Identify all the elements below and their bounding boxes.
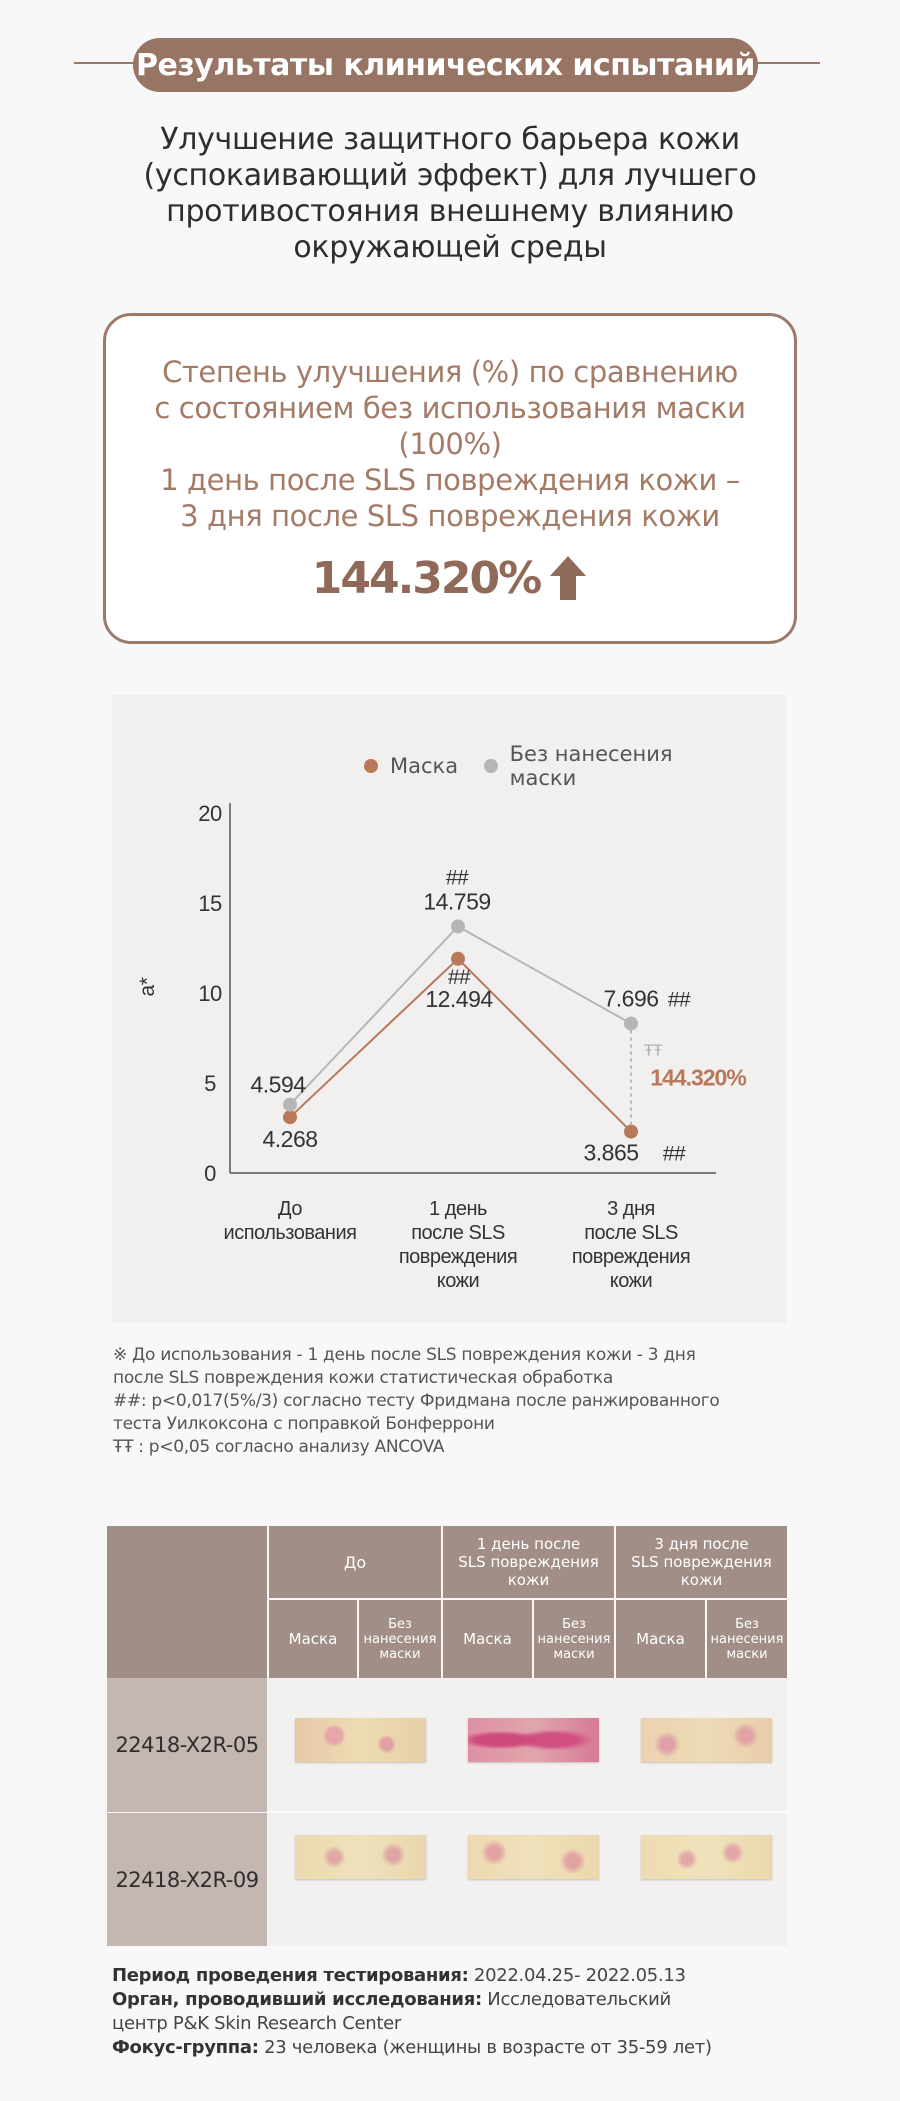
group-header-day3-line3: кожи (680, 1571, 723, 1589)
x-tick-label: использования (223, 1222, 357, 1244)
skin-patch-image (295, 1835, 426, 1879)
header-line-right (748, 62, 820, 64)
table-row-2-images (267, 1813, 787, 1946)
subheader-mask-1-label: Маска (288, 1630, 338, 1648)
x-tick-label: кожи (436, 1270, 480, 1292)
subheader-nomask-3-l1: Без (735, 1616, 759, 1632)
subheader-nomask-1-l2: нанесения (363, 1631, 437, 1647)
study-focus-group (112, 2036, 812, 2060)
x-tick-label: 3 дня (607, 1198, 655, 1220)
skin-patch-image (641, 1835, 772, 1879)
x-tick-label: 1 день (429, 1198, 487, 1220)
section-title: Результаты клинических испытаний (133, 38, 758, 92)
group-header-day3 (616, 1526, 787, 1598)
data-label: 3.865 (583, 1139, 639, 1166)
skin-patch-image (468, 1718, 599, 1762)
arrow-up-icon (548, 554, 588, 602)
data-point (624, 1017, 638, 1031)
group-header-day1-line3: кожи (507, 1571, 550, 1589)
table-corner (107, 1526, 267, 1678)
subheader-mask-3 (616, 1600, 705, 1678)
y-axis-label: a* (136, 977, 159, 997)
data-label: 7.696 (603, 985, 659, 1012)
y-tick-label: 15 (198, 891, 222, 916)
statistical-notes (113, 1344, 733, 1459)
significance-label: ## (445, 866, 469, 890)
subheader-mask-3-label: Маска (636, 1630, 685, 1648)
y-tick-label: 5 (204, 1071, 216, 1096)
subheader-nomask-1-l1: Без (388, 1616, 412, 1632)
x-tick-label: повреждения (571, 1246, 691, 1268)
legend-label-mask: Маска (390, 754, 459, 778)
y-tick-label: 20 (198, 801, 222, 826)
table-row-1-images (267, 1678, 787, 1812)
data-label: 4.268 (262, 1126, 318, 1153)
row-id-1: 22418-X2R-05 (115, 1733, 259, 1757)
y-tick-label: 10 (198, 981, 222, 1006)
chart-panel (112, 695, 786, 1323)
study-organization-value-1: Исследовательский (487, 1989, 671, 2010)
data-point (283, 1098, 297, 1112)
result-line-1: Степень улучшения (%) по сравнению (162, 355, 738, 389)
x-tick-label: после SLS (584, 1222, 678, 1244)
data-label: 12.494 (425, 985, 493, 1012)
result-line-2: с состоянием без использования маски (154, 391, 746, 425)
note-line-1: ※ До использования - 1 день после SLS повреждения кожи - 3 дня (113, 1345, 696, 1365)
significance-label: ## (662, 1142, 686, 1166)
subheader-nomask-2-l2: нанесения (537, 1631, 611, 1647)
study-organization-value-2: центр P&K Skin Research Center (112, 2013, 401, 2034)
subheader-mask-2 (443, 1600, 532, 1678)
subheader-mask-2-label: Маска (463, 1630, 512, 1648)
data-point (624, 1125, 638, 1139)
note-line-4: теста Уилкоксона с поправкой Бонферрони (113, 1414, 495, 1434)
result-value-row (106, 548, 794, 608)
legend-label-no-mask: Без нанесения маски (509, 742, 673, 790)
result-line-3: (100%) (398, 427, 502, 461)
study-focus-value: 23 человека (женщины в возрасте от 35-59 лет) (264, 2037, 712, 2058)
data-label: 14.759 (423, 888, 491, 915)
study-focus-label: Фокус-группа: (112, 2037, 259, 2058)
skin-patch-image (641, 1718, 772, 1762)
study-period (112, 1964, 812, 1988)
significance-label: ## (667, 988, 691, 1012)
line-chart (112, 695, 786, 1323)
study-period-value: 2022.04.25- 2022.05.13 (473, 1965, 686, 1986)
study-organization-label: Орган, проводивший исследования: (112, 1989, 482, 2010)
subheader-mask-1 (269, 1600, 357, 1678)
study-period-label: Период проведения тестирования: (112, 1965, 469, 1986)
subheader-nomask-2-l3: маски (553, 1646, 595, 1662)
table-row-header-1 (107, 1678, 267, 1812)
note-line-3: ##: p<0,017(5%/3) согласно тесту Фридмана после ранжированного (113, 1391, 720, 1411)
row-id-2: 22418-X2R-09 (115, 1867, 259, 1892)
study-organization (112, 1988, 812, 2012)
x-tick-label: До (278, 1198, 302, 1220)
subheader-nomask-1 (359, 1600, 441, 1678)
improvement-label: 144.320% (650, 1064, 746, 1091)
result-description (126, 354, 774, 534)
y-tick-label: 0 (204, 1161, 216, 1186)
subheader-nomask-3 (707, 1600, 787, 1678)
group-header-day3-line1: 3 дня после (654, 1535, 749, 1553)
x-tick-label: повреждения (398, 1246, 518, 1268)
table-row-header-2 (107, 1813, 267, 1946)
data-point (283, 1110, 297, 1124)
skin-patch-image (295, 1718, 426, 1762)
significance-label: ## (447, 965, 471, 989)
x-tick-label: кожи (609, 1270, 653, 1292)
result-box (103, 313, 797, 644)
study-info (112, 1964, 812, 2060)
subheader-nomask-1-l3: маски (379, 1646, 421, 1662)
group-header-before-label: До (343, 1552, 367, 1572)
group-header-day1-line1: 1 день после (476, 1535, 581, 1553)
subheader-nomask-2-l1: Без (562, 1616, 586, 1632)
result-line-5: 3 дня после SLS повреждения кожи (180, 499, 720, 533)
group-header-day1 (443, 1526, 614, 1598)
data-point (451, 952, 465, 966)
significance-cross-label: ŦŦ (643, 1042, 663, 1060)
group-header-day3-line2: SLS повреждения (631, 1553, 772, 1571)
intro-text: Улучшение защитного барьера кожи (успокаивающий эффект) для лучшего противостояния внешнему влиянию окружающей среды (143, 122, 757, 265)
data-label: 4.594 (250, 1071, 306, 1098)
result-line-4: 1 день после SLS повреждения кожи – (160, 463, 740, 497)
group-header-before (269, 1526, 441, 1598)
data-point (451, 919, 465, 933)
skin-patch-image (468, 1835, 599, 1879)
subheader-nomask-2 (534, 1600, 614, 1678)
note-line-5: ŦŦ : p<0,05 согласно анализу ANCOVA (113, 1437, 445, 1457)
note-line-2: после SLS повреждения кожи статистическая обработка (113, 1368, 613, 1388)
result-value: 144.320% (311, 552, 541, 604)
group-header-day1-line2: SLS повреждения (458, 1553, 599, 1571)
subheader-nomask-3-l3: маски (726, 1646, 768, 1662)
x-tick-label: после SLS (411, 1222, 505, 1244)
subheader-nomask-3-l2: нанесения (710, 1631, 784, 1647)
